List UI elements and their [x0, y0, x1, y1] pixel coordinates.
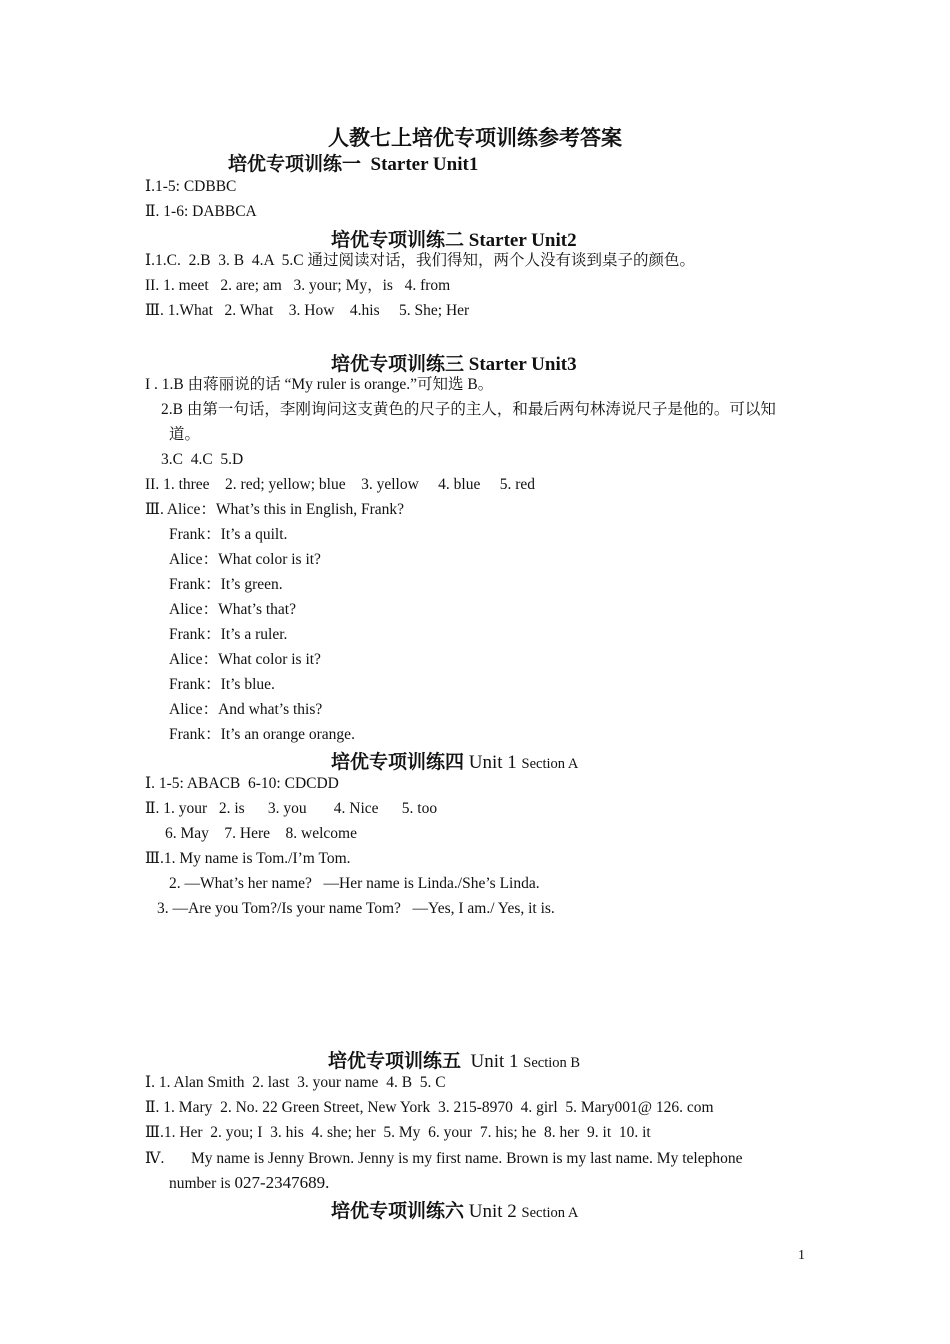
- answer-line: 2. —What’s her name? —Her name is Linda./She’s Linda.: [169, 875, 540, 892]
- section-2-heading: 培优专项训练二 Starter Unit2: [331, 230, 577, 251]
- dialogue-line: Alice：What color is it?: [169, 551, 321, 568]
- answer-line: Ⅱ. 1. your 2. is 3. you 4. Nice 5. too: [145, 800, 438, 817]
- answer-line: II. 1. meet 2. are; am 3. your; My，is 4. from: [145, 277, 451, 294]
- answer-line: Ⅰ.1.C. 2.B 3. B 4.A 5.C 通过阅读对话，我们得知，两个人没有谈到桌子的颜色。: [145, 252, 695, 269]
- section-6-heading-zh: 培优专项训练六: [331, 1201, 465, 1222]
- dialogue-line: Frank：It’s green.: [169, 576, 283, 593]
- section-6-heading: [331, 1196, 578, 1223]
- section-4-heading-zh: 培优专项训练四: [331, 752, 465, 773]
- dialogue-line: Frank：It’s an orange orange.: [169, 726, 355, 743]
- answer-line: Ⅲ. 1.What 2. What 3. How 4.his 5. She; Her: [145, 302, 470, 319]
- section-5-heading-section: Section B: [523, 1055, 581, 1071]
- answer-line: 6. May 7. Here 8. welcome: [165, 825, 357, 842]
- page-number: 1: [798, 1248, 805, 1263]
- answer-line: [169, 1173, 329, 1194]
- dialogue-line: Frank：It’s blue.: [169, 676, 275, 693]
- dialogue-line: Alice：And what’s this?: [169, 701, 323, 718]
- section-6-heading-section: Section A: [521, 1205, 579, 1221]
- answer-line: Ⅰ. 1-5: ABACB 6-10: CDCDD: [145, 775, 339, 792]
- answer-line: I . 1.B 由蒋丽说的话 “My ruler is orange.”可知选 B。: [145, 376, 494, 393]
- section-5-heading-zh: 培优专项训练五: [328, 1051, 462, 1072]
- dialogue-line: Alice：What’s that?: [169, 601, 296, 618]
- section-6-heading-unit: Unit 2: [464, 1201, 522, 1222]
- section-4-heading-unit: Unit 1: [464, 752, 522, 773]
- answer-line: 2.B 由第一句话，李刚询问这支黄色的尺子的主人，和最后两句林涛说尺子是他的。可以知: [161, 401, 776, 418]
- section-4-heading-section: Section A: [521, 756, 579, 772]
- answer-text: number is: [169, 1175, 235, 1192]
- dialogue-line: Frank：It’s a ruler.: [169, 626, 288, 643]
- answer-line: Ⅲ.1. Her 2. you; I 3. his 4. she; her 5. My 6. your 7. his; he 8. her 9. it 10. it: [145, 1124, 651, 1141]
- answer-line: 道。: [169, 426, 201, 443]
- section-3-heading: 培优专项训练三 Starter Unit3: [331, 354, 577, 375]
- section-5-heading-unit: Unit 1: [461, 1051, 524, 1072]
- section-1-heading: 培优专项训练一 Starter Unit1: [228, 154, 479, 175]
- answer-line: 3. —Are you Tom?/Is your name Tom? —Yes, I am./ Yes, it is.: [157, 900, 555, 917]
- answer-line: Ⅲ.1. My name is Tom./I’m Tom.: [145, 850, 351, 867]
- document-title: 人教七上培优专项训练参考答案: [328, 126, 622, 150]
- answer-line: Ⅰ.1-5: CDBBC: [145, 178, 237, 195]
- answer-line: II. 1. three 2. red; yellow; blue 3. yellow 4. blue 5. red: [145, 476, 535, 493]
- answer-line: Ⅱ. 1. Mary 2. No. 22 Green Street, New York 3. 215-8970 4. girl 5. Mary001@ 126. com: [145, 1099, 714, 1116]
- answer-line: 3.C 4.C 5.D: [161, 451, 244, 468]
- dialogue-line: Frank：It’s a quilt.: [169, 526, 288, 543]
- answer-line: Ⅰ. 1. Alan Smith 2. last 3. your name 4. B 5. C: [145, 1074, 446, 1091]
- answer-line: My name is Jenny Brown. Jenny is my first name. Brown is my last name. My telephone: [191, 1150, 743, 1167]
- answer-line: Ⅲ. Alice：What’s this in English, Frank?: [145, 501, 405, 518]
- answer-line: Ⅱ. 1-6: DABBCA: [145, 203, 257, 220]
- answer-line: Ⅳ.: [145, 1150, 165, 1167]
- dialogue-line: Alice：What color is it?: [169, 651, 321, 668]
- section-4-heading: [331, 747, 578, 774]
- telephone-number: 027-2347689.: [234, 1173, 330, 1192]
- section-5-heading: [328, 1046, 580, 1073]
